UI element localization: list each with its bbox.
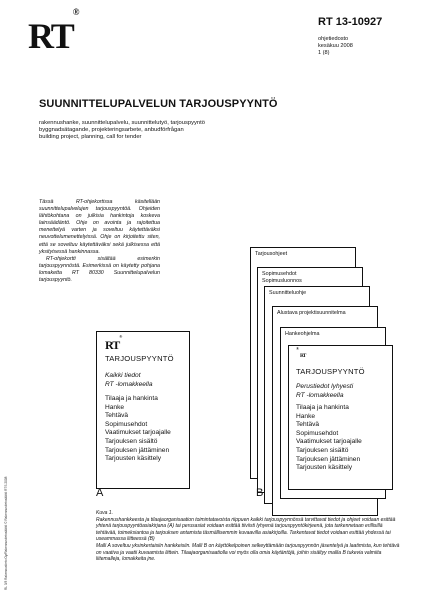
document-meta bbox=[318, 36, 353, 57]
list-item: Tilaaja ja hankinta bbox=[105, 395, 158, 402]
sheet-label-line: Sopimusluonnos bbox=[262, 278, 302, 285]
keywords bbox=[39, 120, 205, 142]
form-b-label: B bbox=[256, 487, 264, 499]
form-a-logo-text: RT bbox=[105, 338, 120, 352]
document-number: RT 13-10927 bbox=[318, 16, 383, 28]
rt-logo-text: RT bbox=[28, 16, 73, 56]
keywords-sv: byggnadsätagande, projekteringsarbete, anbudförfrågan bbox=[39, 127, 184, 134]
page-title: SUUNNITTELUPALVELUN TARJOUSPYYNTÖ bbox=[39, 98, 278, 110]
keywords-fi: rakennushanke, suunnittelupalvelu, suunnittelutyö, tarjouspyyntö bbox=[39, 120, 205, 126]
form-a-logo-mark: ® bbox=[119, 334, 123, 339]
list-item: Tarjousten käsittely bbox=[296, 464, 353, 472]
form-a-heading: TARJOUSPYYNTÖ bbox=[105, 354, 174, 363]
form-b-card bbox=[288, 345, 393, 490]
form-b-rt-logo bbox=[296, 346, 306, 365]
list-item: Hanke bbox=[105, 403, 125, 411]
list-item: Tarjouksen sisältö bbox=[296, 446, 349, 454]
sheet-label: Alustava projektisuunnitelma bbox=[277, 310, 346, 316]
form-a-subheading bbox=[105, 372, 153, 389]
list-item: Tarjouksen jättäminen bbox=[105, 446, 170, 454]
list-item: Tilaaja ja hankinta bbox=[296, 404, 349, 411]
list-item: Tarjouksen sisältö bbox=[105, 437, 158, 445]
caption-paragraph: Rakennushankkeesta ja tilaajaorganisaation toimintatavoista riippuen kaikki tarjouspyynnössä tarvittavat tiedot ja ohjeet voidaan esittää yhtenä tarjouspyyntöasiakirjana (A) tai perusasiat voidaan esittää tiiviisti lyhyenä tarjouspyyntökirjeenä, jota tarkennetaan erillisillä tehtävää, toimeksiantoa ja tarjouksen antamista täsmällisemmin kuvaavilla asiakirjoilla. Tarkentavat tiedot voidaan esittää yhdessä tai useammassa liitteessä (B) bbox=[96, 516, 396, 543]
form-a-subheading-line: Kaikki tiedot bbox=[105, 372, 141, 379]
keywords-en: building project, planning, call for tender bbox=[39, 134, 142, 141]
intro-paragraph: Tässä RT-ohjekortissa käsitellään suunnittelupalvelujen tarjouspyyntöä. Ohjeiden lähtökohtana on julkisia hankintoja koskeva lainsäädäntö. Ohje on avointa ja rajoitettua menettelyä varten ja soveltuu käytettäväksi neuvottelumenettelyissä. Ohje on kirjoitettu siten, että se soveltuu käytettäväksi sekä julkisessa että yksityisessä hankinnassa. bbox=[39, 199, 160, 255]
form-a-subheading-line: RT -lomakkeella bbox=[105, 380, 153, 388]
sheet-label: Tarjousohjeet bbox=[255, 251, 288, 257]
form-b-subheading-line: Perustiedot lyhyesti bbox=[296, 383, 354, 390]
form-b-items bbox=[296, 404, 362, 473]
sheet-label: Hankeohjelma bbox=[285, 331, 320, 337]
intro-paragraph: RT-ohjekortti sisältää esimerkin tarjouspyynnöstä. Esimerkissä on käytetty pohjana lomaketta RT 80330 Suunnittelupalvelun tarjouspyyntö. bbox=[39, 255, 160, 284]
meta-pages: 1 (8) bbox=[318, 50, 330, 56]
meta-date: kesäkuu 2008 bbox=[318, 43, 353, 49]
intro-text bbox=[39, 199, 160, 284]
copyright-note: RL 3/3 Rakennustieto Oy/Rakennustietosäätiö © Rakennustietosäätiö RTS 2008 bbox=[4, 476, 8, 590]
caption-title: Kuva 1. bbox=[96, 510, 113, 516]
figure-caption bbox=[96, 510, 404, 563]
registered-mark: ® bbox=[72, 7, 80, 17]
list-item: Sopimusehdot bbox=[105, 420, 148, 428]
form-a-rt-logo bbox=[105, 334, 123, 353]
form-b-subheading-line: RT -lomakkeella bbox=[296, 391, 344, 399]
list-item: Tarjouksen jättäminen bbox=[296, 455, 361, 463]
meta-type: ohjetiedosto bbox=[318, 36, 349, 42]
list-item: Tarjousten käsittely bbox=[105, 455, 162, 463]
form-a-items bbox=[105, 395, 171, 464]
form-b-subheading bbox=[296, 383, 353, 400]
sheet-label-line: Sopimusehdot bbox=[262, 271, 297, 277]
list-item: Hanke bbox=[296, 412, 316, 420]
list-item: Sopimusehdot bbox=[296, 429, 339, 437]
form-b-heading: TARJOUSPYYNTÖ bbox=[296, 367, 365, 376]
form-b-logo-mark: ® bbox=[296, 346, 299, 351]
list-item: Vaatimukset tarjoajalle bbox=[105, 429, 171, 437]
sheet-label bbox=[262, 271, 302, 285]
caption-paragraph: Malli A soveltuu yksinkertaisiin hankkeisiin. Malli B on käyttökelpoinen selkeyttämään tarjouspyynnön jäsentelyä ja laatimista, kun tehtävä on vaativa ja vaatii kuvaamista liittein. Tilaajaorganisaatiolla voi myös olla omia käytäntöjä, joihin sisältyy mallia B tukevia valmiita liitemalleja, lomakkeita jne. bbox=[96, 542, 400, 563]
form-a-label: A bbox=[96, 487, 104, 499]
list-item: Vaatimukset tarjoajalle bbox=[296, 438, 362, 446]
list-item: Tehtävä bbox=[105, 412, 129, 420]
rt-logo bbox=[28, 7, 80, 56]
form-b-logo-text: RT bbox=[300, 353, 306, 359]
sheet-label: Suunnitteluohje bbox=[269, 290, 307, 296]
list-item: Tehtävä bbox=[296, 421, 320, 429]
form-a-card bbox=[96, 331, 190, 489]
